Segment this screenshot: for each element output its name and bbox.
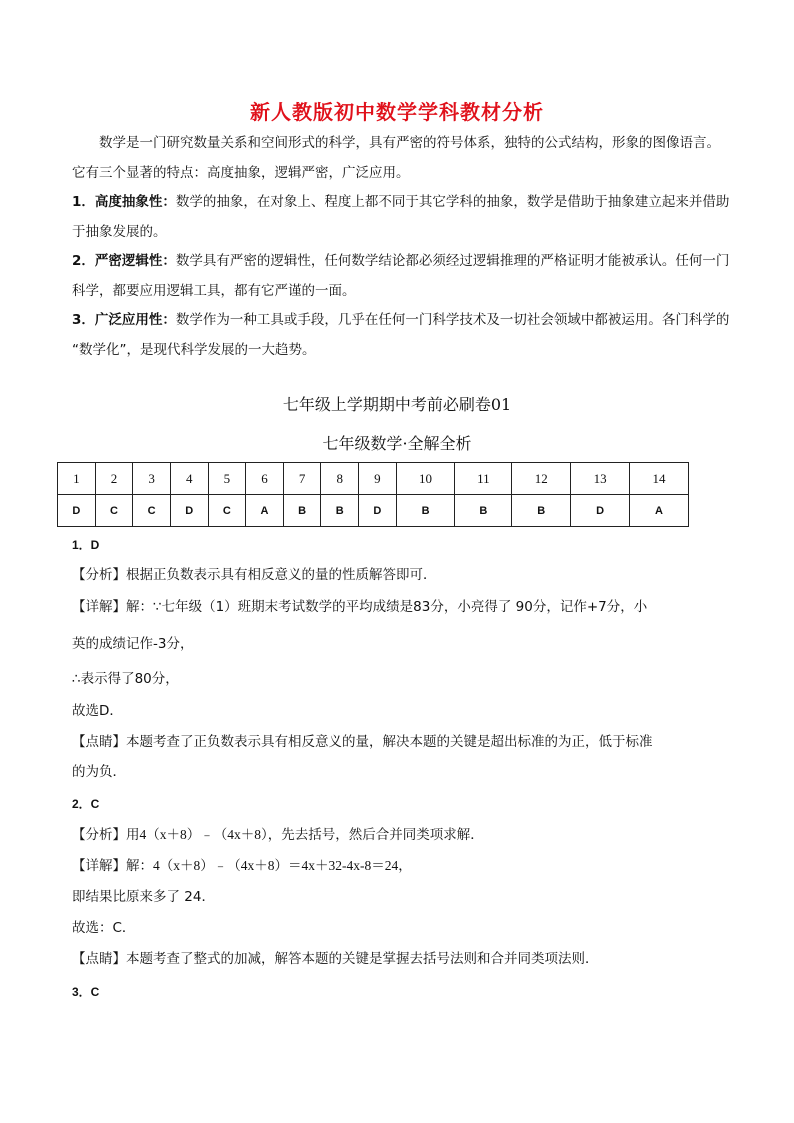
feature-text: 数学的抽象，在对象上、程度上都不同于其它学科的抽象，数学是借助于抽象建立起来并借助于抽象发展的。 xyxy=(72,194,730,240)
detail-label: 【详解】解： xyxy=(72,858,153,874)
solution-1-head: 1．D xyxy=(72,538,100,552)
question-number: 2 xyxy=(95,463,133,495)
solution-3-head: 3．C xyxy=(72,985,100,999)
answer-cell: B xyxy=(396,495,455,527)
question-number: 7 xyxy=(283,463,321,495)
answer-cell: C xyxy=(95,495,133,527)
answer-cell: B xyxy=(283,495,321,527)
answer-cell: C xyxy=(133,495,171,527)
question-number: 4 xyxy=(170,463,208,495)
solution-1-detail-line-3: ∴表示得了80分， xyxy=(72,671,179,687)
solution-1-choose: 故选D． xyxy=(72,703,123,719)
question-number: 1 xyxy=(58,463,96,495)
answer-number-row xyxy=(58,463,689,495)
solution-1-detail-line-2: 英的成绩记作-3分， xyxy=(72,636,194,652)
solution-2-choose: 故选：C． xyxy=(72,920,136,936)
question-number: 11 xyxy=(455,463,512,495)
answer-table xyxy=(57,462,689,527)
answer-cell: B xyxy=(512,495,571,527)
solution-2-comment: 【点睛】本题考查了整式的加减，解答本题的关键是掌握去括号法则和合并同类项法则． xyxy=(72,951,599,967)
answer-cell: C xyxy=(208,495,246,527)
solution-2-analysis xyxy=(72,825,732,845)
math-expression: 4（x＋8）﹣（4x＋8） xyxy=(139,827,268,842)
exam-subtitle: 七年级数学·全解全析 xyxy=(322,434,472,453)
question-number: 10 xyxy=(396,463,455,495)
answer-cell: A xyxy=(246,495,284,527)
question-number: 14 xyxy=(630,463,689,495)
answer-letter-row xyxy=(58,495,689,527)
solution-1-analysis: 【分析】根据正负数表示具有相反意义的量的性质解答即可． xyxy=(72,567,437,583)
answer-cell: D xyxy=(571,495,630,527)
feature-label: 1．高度抽象性： xyxy=(72,194,176,210)
question-number: 8 xyxy=(321,463,359,495)
answer-cell: D xyxy=(58,495,96,527)
feature-item-2 xyxy=(72,246,732,306)
answer-cell: A xyxy=(630,495,689,527)
question-number: 9 xyxy=(359,463,397,495)
answer-cell: B xyxy=(321,495,359,527)
feature-item-3 xyxy=(72,305,732,365)
answer-cell: D xyxy=(170,495,208,527)
analysis-label: 【分析】用 xyxy=(72,827,140,843)
feature-text: 数学具有严密的逻辑性，任何数学结论都必须经过逻辑推理的严格证明才能被承认。任何一门科学，都要应用逻辑工具，都有它严谨的一面。 xyxy=(72,253,730,299)
question-number: 13 xyxy=(571,463,630,495)
answer-cell: B xyxy=(455,495,512,527)
intro-paragraph: 数学是一门研究数量关系和空间形式的科学，具有严密的符号体系，独特的公式结构，形象的图像语言。它有三个显著的特点：高度抽象，逻辑严密，广泛应用。 xyxy=(72,135,720,181)
solution-2-head: 2．C xyxy=(72,797,100,811)
math-expression: 4（x＋8）﹣（4x＋8）＝4x＋32-4x-8＝24， xyxy=(153,858,412,873)
question-number: 5 xyxy=(208,463,246,495)
feature-item-1 xyxy=(72,187,732,247)
solution-1-comment-line-1: 【点睛】本题考查了正负数表示具有相反意义的量，解决本题的关键是超出标准的为正，低于标准 xyxy=(72,734,653,750)
question-number: 3 xyxy=(133,463,171,495)
question-number: 12 xyxy=(512,463,571,495)
solution-1-detail-line-1: 【详解】解：∵七年级（1）班期末考试数学的平均成绩是83分，小亮得了 90分，记作+7分，小 xyxy=(72,599,648,615)
question-number: 6 xyxy=(246,463,284,495)
solution-2-detail xyxy=(72,856,732,876)
analysis-text: ，先去括号，然后合并同类项求解． xyxy=(267,827,484,843)
feature-label: 2．严密逻辑性： xyxy=(72,253,176,269)
solution-2-result: 即结果比原来多了 24． xyxy=(72,889,215,905)
solution-1-comment-line-2: 的为负． xyxy=(72,764,126,780)
feature-text: 数学作为一种工具或手段，几乎在任何一门科学技术及一切社会领域中都被运用。各门科学的 “数学化”，是现代科学发展的一大趋势。 xyxy=(72,312,730,358)
answer-cell: D xyxy=(359,495,397,527)
exam-title: 七年级上学期期中考前必刷卷01 xyxy=(282,395,512,414)
feature-label: 3．广泛应用性： xyxy=(72,312,176,328)
document-title: 新人教版初中数学学科教材分析 xyxy=(250,100,544,124)
